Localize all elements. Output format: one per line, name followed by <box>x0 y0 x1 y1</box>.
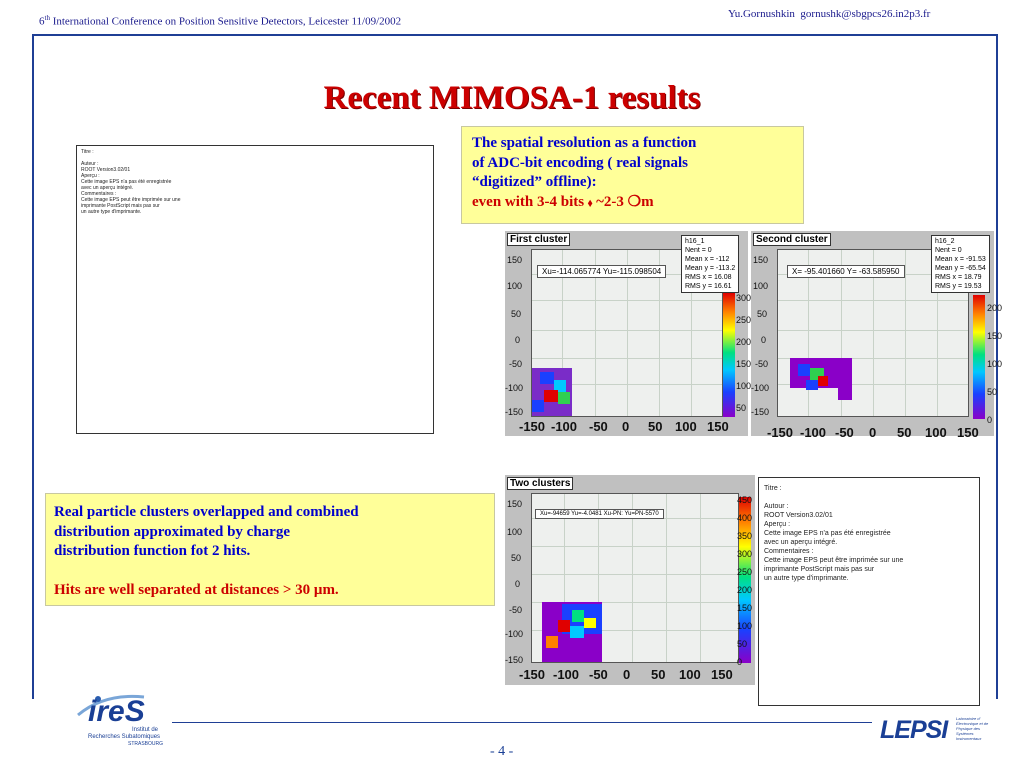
lepsi-logo: LEPSI Laboratoire d' Électronique et de Physique des Systèmes Instrumentaux <box>880 716 989 744</box>
first-cluster-plot: First cluster Xu=-114.065774 Yu=-115.098504 h16_1 Nent = 0 Mean x = -112 Mean y = -113.2 RMS x = 16.08 RMS y = 16.61 150 100 50 0 -50 -100 -150 300 250 200 150 100 50 -150 -100 -50 0 50 100 150 <box>505 231 748 436</box>
eps-placeholder-right: Titre : Autour : ROOT Version3.02/01 Aperçu : Cette image EPS n'a pas été enregistrée avec un aperçu intégré. Commentaires : Cette image EPS peut être imprimée sur une imprimante PostScript mais pas sur un autre type d'imprimante. <box>758 477 980 706</box>
second-cluster-colorbar <box>973 295 985 419</box>
second-cluster-xy: X= -95.401660 Y= -63.585950 <box>787 265 905 278</box>
spatial-resolution-box: The spatial resolution as a function of ADC-bit encoding ( real signals “digitized” offline): even with 3-4 bits ⬧ ~2-3 ❍m <box>461 126 804 224</box>
eps-placeholder-small: Titre : Auteur : ROOT Version3.02/01 Aperçu : Cette image EPS n'a pas été enregistrée avec un aperçu intégré. Commentaires : Cette image EPS peut être imprimée sur une imprimante PostScript mais pas sur un autre type d'imprimante. <box>76 145 434 434</box>
frame-left-line <box>32 34 34 699</box>
second-cluster-stats: h16_2 Nent = 0 Mean x = -91.53 Mean y = -65.54 RMS x = 18.79 RMS y = 19.53 <box>931 235 990 293</box>
two-clusters-xy: Xu=-94659 Yu=-4.0481 Xu-PN: Yu=PN-5570 <box>535 509 664 519</box>
author-header: Yu.Gornushkin gornushk@sbgpcs26.in2p3.fr <box>728 8 931 20</box>
ires-logo: ireS Institut de Recherches Subatomiques STRASBOURG <box>74 693 174 749</box>
two-clusters-label: Two clusters <box>507 477 573 490</box>
first-cluster-xy: Xu=-114.065774 Yu=-115.098504 <box>537 265 666 278</box>
conference-header: 6th International Conference on Position Sensitive Detectors, Leicester 11/09/2002 <box>39 14 402 28</box>
frame-top-line <box>32 34 998 36</box>
first-cluster-stats: h16_1 Nent = 0 Mean x = -112 Mean y = -113.2 RMS x = 16.08 RMS y = 16.61 <box>681 235 739 293</box>
footer-line <box>172 722 872 723</box>
first-cluster-colorbar <box>723 293 735 417</box>
two-clusters-plot: Two clusters Xu=-94659 Yu=-4.0481 Xu-PN: Yu=PN-5570 150 100 50 0 -50 -100 -150 450 400 350 300 250 200 150 100 50 0 -150 -100 -50 0 50 100 150 <box>505 475 755 685</box>
cluster-separation-box: Real particle clusters overlapped and combined distribution approximated by charge distribution function fot 2 hits. Hits are well separated at distances > 30 μm. <box>45 493 495 606</box>
slide-title: Recent MIMOSA-1 results <box>323 80 701 116</box>
page-number: - 4 - <box>490 744 514 759</box>
second-cluster-label: Second cluster <box>753 233 831 246</box>
first-cluster-label: First cluster <box>507 233 570 246</box>
second-cluster-plot: Second cluster X= -95.401660 Y= -63.585950 h16_2 Nent = 0 Mean x = -91.53 Mean y = -65.54 RMS x = 18.79 RMS y = 19.53 150 100 50 0 -50 -100 -150 200 150 100 50 0 -150 -100 -50 0 50 100 150 <box>751 231 994 436</box>
